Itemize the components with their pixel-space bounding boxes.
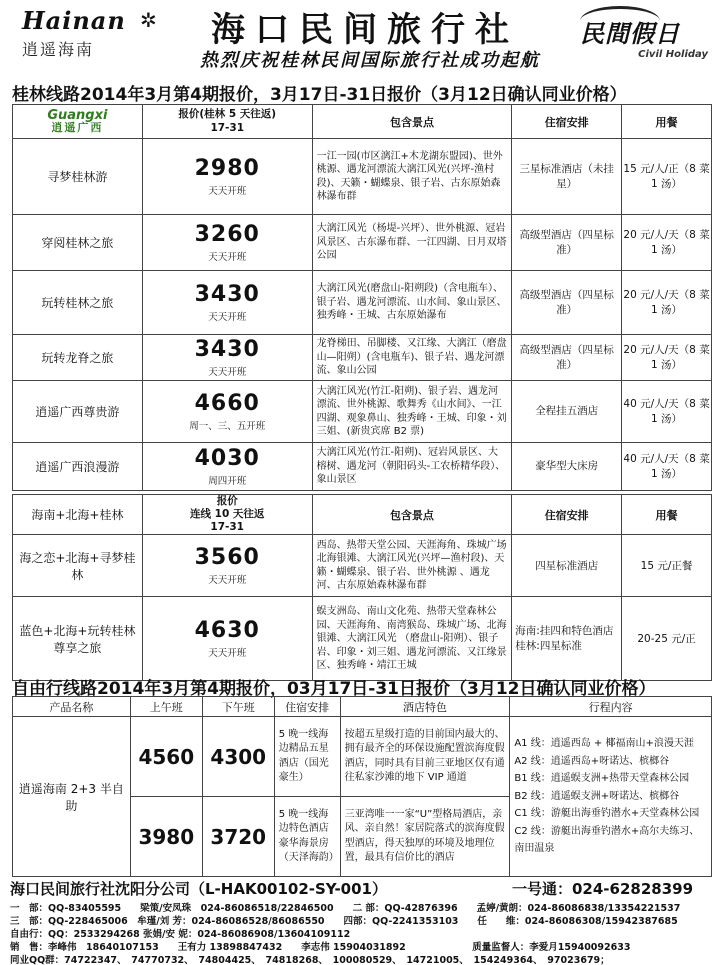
hotel-text: 5 晚一线海边特色酒店豪华海景房（天泽海韵） [274,797,340,877]
table-row [13,443,712,491]
hotel-text: 四星标准酒店 [512,535,622,597]
price-value: 2980 [194,156,260,181]
meal-text: 20 元/人/天（8 菜 1 汤） [622,271,712,335]
price-cell [142,535,312,597]
product-column-header: 产品名称 [13,697,131,717]
sights-column-header: 包含景点 [312,495,512,535]
footer [10,878,722,965]
schedule-text: 周一、三、五开班 [189,421,266,432]
price-value: 3430 [194,282,260,307]
hotel-column-header: 住宿安排 [512,495,622,535]
table-row [13,271,712,335]
itinerary-line: B1 线：逍遥蜈支洲+热带天堂森林公园 [514,773,690,785]
guangxi-logo-sub: 逍遥广西 [51,121,104,134]
header [0,0,728,78]
pm-price: 3720 [202,797,274,877]
price-value: 4030 [194,446,260,471]
itinerary-line: B2 线：逍遥蜈支洲+呀诺达、槟榔谷 [514,790,680,802]
itinerary-line: A2 线：逍遥西岛+呀诺达、槟榔谷 [514,755,670,767]
price-cell [142,215,312,271]
meal-text: 40 元/人/天（8 菜 1 汤） [622,381,712,443]
guilin-price-table [12,104,712,491]
schedule-text: 天天开班 [208,575,247,587]
table-header-row [13,105,712,139]
meal-text: 20 元/人/天（8 菜 1 汤） [622,335,712,381]
route-name: 穿阅桂林之旅 [13,215,143,271]
guangxi-logo-text: Guangxi [47,108,108,123]
contact-line: 自由行：QQ：2533294268 张娟/安 妮：024-86086908/13604109112 [10,929,351,940]
sights-text: 大漓江风光(竹江-阳朔)、冠岩风景区、大榕树、遇龙河（朝阳码头-工农桥精华段）、象山景区 [312,443,512,491]
hainan-logo [22,6,172,66]
route-column-header: 海南+北海+桂林 [13,495,143,535]
itinerary-line: C2 线：游艇出海垂钓潜水+高尔夫练习、南田温泉 [514,825,700,855]
company-name: 海口民间旅行社沈阳分公司（L-HAK00102-SY-001） [10,880,387,898]
hotel-text: 三星标准酒店（未挂星） [512,139,622,215]
schedule-text: 天天开班 [208,186,247,197]
route-name: 逍遥广西浪漫游 [13,443,143,491]
schedule-text: 天天开班 [208,312,247,323]
sights-text: 蜈支洲岛、南山文化苑、热带天堂森林公园、天涯海角、南湾猴岛、珠城广场、北海银滩、大漓江风光 （磨盘山-阳朔）、银子岩、印象・刘三姐、遇龙河漂流、又江缘景区、独秀峰・靖江王城 [312,597,512,681]
contact-line: 一 部：QQ-83405595 梁策/安凤珠 024-86086518/22846500 二 部：QQ-42876396 孟婷/黄朗：024-86086838/13354221537 [10,903,681,914]
civil-holiday-logo [580,14,720,70]
free-section-title: 自由行线路2014年3月第4期报价，03月17日-31日报价（3月12日确认同业价格） [12,679,656,699]
product-name: 逍遥海南 2+3 半自助 [13,717,131,877]
table-row [13,535,712,597]
itinerary-line: A1 线：逍遥西岛 + 椰福南山+浪漫天涯 [514,738,694,750]
civil-holiday-logo-en: Civil Holiday [638,49,708,60]
hotel-column-header: 住宿安排 [512,105,622,139]
am-price: 4560 [130,717,202,797]
route-name: 玩转桂林之旅 [13,271,143,335]
itinerary-column-header: 行程内容 [510,697,712,717]
hotel-text: 豪华型大床房 [512,443,622,491]
sights-text: 一江一园(市区漓江+木龙湖东盟园)、世外桃源、遇龙河漂流大漓江风光(兴坪-渔村段)、天籁・蝴蝶泉、银子岩、古东原始森林瀑布群 [312,139,512,215]
price-column-header [142,495,312,535]
contact-line: 同业QQ群：74722347、 74770732、 74804425、 74818268、 100080529、 14721005、 154249364、 97023679； [10,955,610,965]
agency-title: 海口民间旅行社 [211,10,519,50]
palm-tree-icon: ✲ [140,8,157,32]
am-column-header: 上午班 [130,697,202,717]
price-value: 3560 [194,545,260,571]
route-name: 玩转龙脊之旅 [13,335,143,381]
pm-column-header: 下午班 [202,697,274,717]
meal-column-header: 用餐 [622,495,712,535]
hotline: 一号通：024-62828399 [512,880,694,898]
table-row [13,381,712,443]
schedule-text: 天天开班 [208,367,247,378]
route-name: 蓝色+北海+玩转桂林尊享之旅 [13,597,143,681]
schedule-text: 天天开班 [208,252,247,263]
free-travel-table [12,696,712,877]
hotel-text: 全程挂五酒店 [512,381,622,443]
sights-column-header: 包含景点 [312,105,512,139]
schedule-text: 周四开班 [208,476,247,487]
route-name: 逍遥广西尊贵游 [13,381,143,443]
hotel-text: 5 晚一线海边精品五星酒店（国光豪生） [274,717,340,797]
am-price: 3980 [130,797,202,877]
contact-line: 三 部：QQ-228465006 牟瑾/刘 芳：024-86086528/86086550 四部：QQ-2241353103 任 维：024-86086308/15942387685 [10,916,678,927]
price-header-line2: 17-31 [210,121,245,134]
hotel-text: 高级型酒店（四星标准） [512,215,622,271]
table-header-row [13,495,712,535]
price-cell [142,381,312,443]
table-row [13,215,712,271]
sights-text: 大漓江风光(磨盘山-阳朔段)（含电瓶车）、银子岩、遇龙河漂流、山水间、象山景区、独秀峰・王城、古东原始瀑布 [312,271,512,335]
hotel-text: 高级型酒店（四星标准） [512,335,622,381]
itinerary-cell [510,717,712,877]
table-header-row [13,697,712,717]
meal-column-header: 用餐 [622,105,712,139]
guilin-section-title: 桂林线路2014年3月第4期报价，3月17日-31日报价（3月12日确认同业价格） [12,85,627,105]
sights-text: 大漓江风光(竹江-阳朔)、银子岩、遇龙河漂流、世外桃源、歌舞秀《山水间》、一江四湖、观象鼻山、独秀峰・王城、印象・刘三姐、(新贵宾席 B2 票) [312,381,512,443]
route-name: 寻梦桂林游 [13,139,143,215]
hotel-text: 高级型酒店（四星标准） [512,271,622,335]
meal-text: 15 元/人/正（8 菜 1 汤） [622,139,712,215]
price-header-line2: 连线 10 天往返 [189,508,265,521]
price-column-header [142,105,312,139]
price-cell [142,443,312,491]
price-value: 3430 [194,337,260,362]
hotel-column-header: 住宿安排 [274,697,340,717]
sights-text: 龙脊梯田、吊脚楼、又江缘、大漓江（磨盘山—阳朔）(含电瓶车)、银子岩、遇龙河漂流、象山公园 [312,335,512,381]
sights-text: 大漓江风光（杨堤-兴坪）、世外桃源、冠岩风景区、古东瀑布群、一江四湖、日月双塔公园 [312,215,512,271]
sights-text: 西岛、热带天堂公园、天涯海角、珠城广场 北海银滩、大漓江风光(兴坪—渔村段)、天籁・蝴蝶泉、银子岩、世外桃源 、遇龙河、古东原始森林瀑布群 [312,535,512,597]
contact-line: 销 售：李峰伟 18640107153 王有力 13898847432 李志伟 15904031892 质量监督人：李爱月15940092633 [10,942,631,953]
price-header-line1: 报价(桂林 5 天往返) [178,108,277,121]
beihai-price-table [12,494,712,681]
price-cell [142,271,312,335]
table-row [13,597,712,681]
price-cell [142,139,312,215]
price-header-line3: 17-31 [210,521,244,534]
price-value: 3260 [194,222,260,247]
pm-price: 4300 [202,717,274,797]
table-row [13,139,712,215]
meal-text: 15 元/正餐 [622,535,712,597]
price-cell [142,597,312,681]
table-row [13,717,712,797]
table-row [13,335,712,381]
route-name: 海之恋+北海+寻梦桂林 [13,535,143,597]
itinerary-line: C1 线：游艇出海垂钓潜水+天堂森林公园 [514,808,700,820]
feature-column-header: 酒店特色 [340,697,510,717]
price-header-line1: 报价 [216,495,238,507]
schedule-text: 天天开班 [208,648,247,660]
feature-text: 三亚湾唯一一家“U”型格局酒店，亲风、亲自然！家居院落式的滨海度假型酒店，得天独厚的环境及地理位置，最具有信价比的酒店 [340,797,510,877]
hainan-logo-sub: 逍遥海南 [22,40,95,59]
slogan: 热烈庆祝桂林民间国际旅行社成功起航 [200,50,540,71]
price-value: 4660 [194,391,260,416]
feature-text: 按超五星级打造的目前国内最大的、拥有最齐全的环保设施配置滨海度假酒店，同时具有目前三亚地区仅有通往私家沙滩的地下 VIP 通道 [340,717,510,797]
price-cell [142,335,312,381]
meal-text: 40 元/人/天（8 菜 1 汤） [622,443,712,491]
meal-text: 20-25 元/正 [622,597,712,681]
hotel-text: 海南:挂四和特色酒店 桂林:四星标准 [512,597,622,681]
price-value: 4630 [194,618,260,644]
meal-text: 20 元/人/天（8 菜 1 汤） [622,215,712,271]
hainan-logo-script: Hainan [22,6,126,35]
civil-holiday-logo-cn: 民間假日 [580,20,680,48]
guangxi-logo [13,105,143,139]
